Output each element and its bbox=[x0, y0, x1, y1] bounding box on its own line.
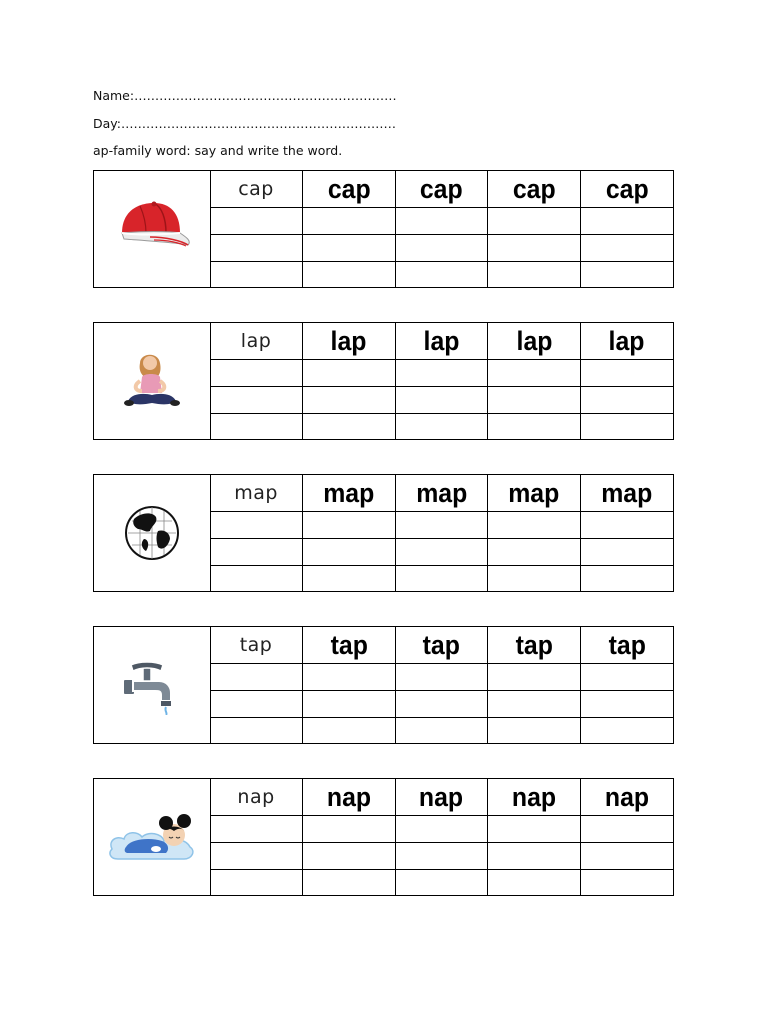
write-cell[interactable] bbox=[395, 539, 488, 566]
write-cell[interactable] bbox=[303, 816, 396, 843]
word-label: cap bbox=[238, 178, 274, 200]
practice-cell bbox=[303, 779, 396, 816]
write-cell[interactable] bbox=[210, 262, 303, 289]
practice-cell bbox=[303, 171, 396, 208]
practice-word: tap bbox=[608, 629, 646, 660]
write-cell[interactable] bbox=[488, 664, 581, 691]
write-cell[interactable] bbox=[303, 387, 396, 414]
practice-cell bbox=[580, 323, 673, 360]
word-block-map bbox=[93, 474, 674, 592]
write-cell[interactable] bbox=[488, 566, 581, 593]
practice-cell bbox=[303, 323, 396, 360]
practice-grid-lap bbox=[210, 323, 673, 440]
word-block-lap bbox=[93, 322, 674, 440]
write-cell[interactable] bbox=[395, 414, 488, 441]
practice-word: lap bbox=[608, 325, 645, 356]
write-cell[interactable] bbox=[580, 691, 673, 718]
word-cell bbox=[210, 475, 303, 512]
write-cell[interactable] bbox=[303, 664, 396, 691]
tap-picture bbox=[94, 627, 211, 743]
write-cell[interactable] bbox=[395, 691, 488, 718]
write-cell[interactable] bbox=[488, 843, 581, 870]
write-cell[interactable] bbox=[488, 691, 581, 718]
practice-word: map bbox=[415, 477, 468, 508]
globe-picture bbox=[94, 475, 211, 591]
write-cell[interactable] bbox=[303, 414, 396, 441]
practice-word: cap bbox=[512, 173, 556, 204]
word-label: lap bbox=[240, 330, 272, 352]
write-cell[interactable] bbox=[210, 691, 303, 718]
practice-cell bbox=[488, 323, 581, 360]
practice-cell bbox=[395, 475, 488, 512]
name-line: Name:……………………………………………………… bbox=[93, 88, 397, 103]
practice-word: map bbox=[601, 477, 653, 508]
write-cell[interactable] bbox=[580, 360, 673, 387]
practice-cell bbox=[580, 779, 673, 816]
write-cell[interactable] bbox=[210, 870, 303, 897]
write-cell[interactable] bbox=[303, 691, 396, 718]
practice-grid-cap bbox=[210, 171, 673, 288]
write-cell[interactable] bbox=[488, 360, 581, 387]
practice-cell bbox=[488, 171, 581, 208]
practice-word: nap bbox=[511, 781, 557, 812]
write-cell[interactable] bbox=[395, 262, 488, 289]
write-cell[interactable] bbox=[210, 816, 303, 843]
write-cell[interactable] bbox=[303, 262, 396, 289]
write-cell[interactable] bbox=[488, 208, 581, 235]
word-cell bbox=[210, 323, 303, 360]
practice-word: cap bbox=[327, 173, 371, 204]
practice-cell bbox=[488, 475, 581, 512]
write-cell[interactable] bbox=[395, 387, 488, 414]
write-cell[interactable] bbox=[395, 870, 488, 897]
napping-baby-picture bbox=[94, 779, 211, 895]
write-cell[interactable] bbox=[303, 566, 396, 593]
write-cell[interactable] bbox=[210, 235, 303, 262]
write-cell[interactable] bbox=[210, 566, 303, 593]
word-block-tap bbox=[93, 626, 674, 744]
practice-cell bbox=[580, 475, 673, 512]
word-label: tap bbox=[239, 634, 273, 656]
write-cell[interactable] bbox=[488, 387, 581, 414]
practice-cell bbox=[395, 627, 488, 664]
write-cell[interactable] bbox=[303, 235, 396, 262]
write-cell[interactable] bbox=[395, 208, 488, 235]
practice-word: tap bbox=[515, 629, 553, 660]
write-cell[interactable] bbox=[210, 387, 303, 414]
write-cell[interactable] bbox=[395, 512, 488, 539]
write-cell[interactable] bbox=[488, 512, 581, 539]
write-cell[interactable] bbox=[580, 816, 673, 843]
write-cell[interactable] bbox=[303, 718, 396, 745]
practice-cell bbox=[395, 171, 488, 208]
write-cell[interactable] bbox=[580, 718, 673, 745]
practice-word: cap bbox=[420, 173, 463, 204]
word-cell bbox=[210, 779, 303, 816]
practice-word: map bbox=[508, 477, 560, 508]
word-cell bbox=[210, 171, 303, 208]
write-cell[interactable] bbox=[395, 843, 488, 870]
write-cell[interactable] bbox=[303, 208, 396, 235]
practice-word: nap bbox=[419, 781, 464, 812]
practice-cell bbox=[395, 323, 488, 360]
word-label: map bbox=[234, 482, 278, 504]
write-cell[interactable] bbox=[303, 360, 396, 387]
word-label: nap bbox=[237, 786, 275, 808]
write-cell[interactable] bbox=[210, 843, 303, 870]
practice-word: lap bbox=[516, 325, 553, 356]
write-cell[interactable] bbox=[210, 718, 303, 745]
practice-word: cap bbox=[605, 173, 649, 204]
write-cell[interactable] bbox=[488, 539, 581, 566]
write-cell[interactable] bbox=[210, 664, 303, 691]
instruction: ap-family word: say and write the word. bbox=[93, 143, 343, 158]
write-cell[interactable] bbox=[580, 512, 673, 539]
write-cell[interactable] bbox=[580, 566, 673, 593]
practice-word: nap bbox=[604, 781, 650, 812]
write-cell[interactable] bbox=[210, 360, 303, 387]
practice-grid-map bbox=[210, 475, 673, 592]
write-cell[interactable] bbox=[303, 870, 396, 897]
write-cell[interactable] bbox=[303, 843, 396, 870]
write-cell[interactable] bbox=[580, 208, 673, 235]
practice-cell bbox=[580, 171, 673, 208]
practice-word: map bbox=[323, 477, 375, 508]
write-cell[interactable] bbox=[395, 235, 488, 262]
practice-cell bbox=[488, 779, 581, 816]
write-cell[interactable] bbox=[210, 539, 303, 566]
write-cell[interactable] bbox=[395, 718, 488, 745]
write-cell[interactable] bbox=[580, 387, 673, 414]
practice-word: nap bbox=[326, 781, 371, 812]
word-block-nap bbox=[93, 778, 674, 896]
write-cell[interactable] bbox=[488, 718, 581, 745]
word-cell bbox=[210, 627, 303, 664]
write-cell[interactable] bbox=[395, 816, 488, 843]
write-cell[interactable] bbox=[580, 235, 673, 262]
write-cell[interactable] bbox=[580, 664, 673, 691]
practice-cell bbox=[303, 475, 396, 512]
write-cell[interactable] bbox=[488, 414, 581, 441]
word-block-cap bbox=[93, 170, 674, 288]
write-cell[interactable] bbox=[210, 414, 303, 441]
practice-word: tap bbox=[330, 629, 368, 660]
write-cell[interactable] bbox=[580, 870, 673, 897]
write-cell[interactable] bbox=[395, 566, 488, 593]
practice-grid-tap bbox=[210, 627, 673, 744]
girl-picture bbox=[94, 323, 211, 439]
write-cell[interactable] bbox=[580, 414, 673, 441]
write-cell[interactable] bbox=[580, 262, 673, 289]
write-cell[interactable] bbox=[488, 816, 581, 843]
cap-picture bbox=[94, 171, 211, 287]
write-cell[interactable] bbox=[580, 843, 673, 870]
write-cell[interactable] bbox=[210, 208, 303, 235]
practice-grid-nap bbox=[210, 779, 673, 896]
write-cell[interactable] bbox=[395, 360, 488, 387]
write-cell[interactable] bbox=[488, 235, 581, 262]
write-cell[interactable] bbox=[580, 539, 673, 566]
practice-word: tap bbox=[422, 629, 461, 660]
write-cell[interactable] bbox=[488, 262, 581, 289]
write-cell[interactable] bbox=[210, 512, 303, 539]
practice-word: lap bbox=[330, 325, 367, 356]
practice-cell bbox=[580, 627, 673, 664]
practice-word: lap bbox=[423, 325, 460, 356]
practice-cell bbox=[488, 627, 581, 664]
write-cell[interactable] bbox=[488, 870, 581, 897]
practice-cell bbox=[303, 627, 396, 664]
day-line: Day:………………………………………………………… bbox=[93, 116, 396, 131]
practice-cell bbox=[395, 779, 488, 816]
write-cell[interactable] bbox=[303, 539, 396, 566]
write-cell[interactable] bbox=[395, 664, 488, 691]
write-cell[interactable] bbox=[303, 512, 396, 539]
